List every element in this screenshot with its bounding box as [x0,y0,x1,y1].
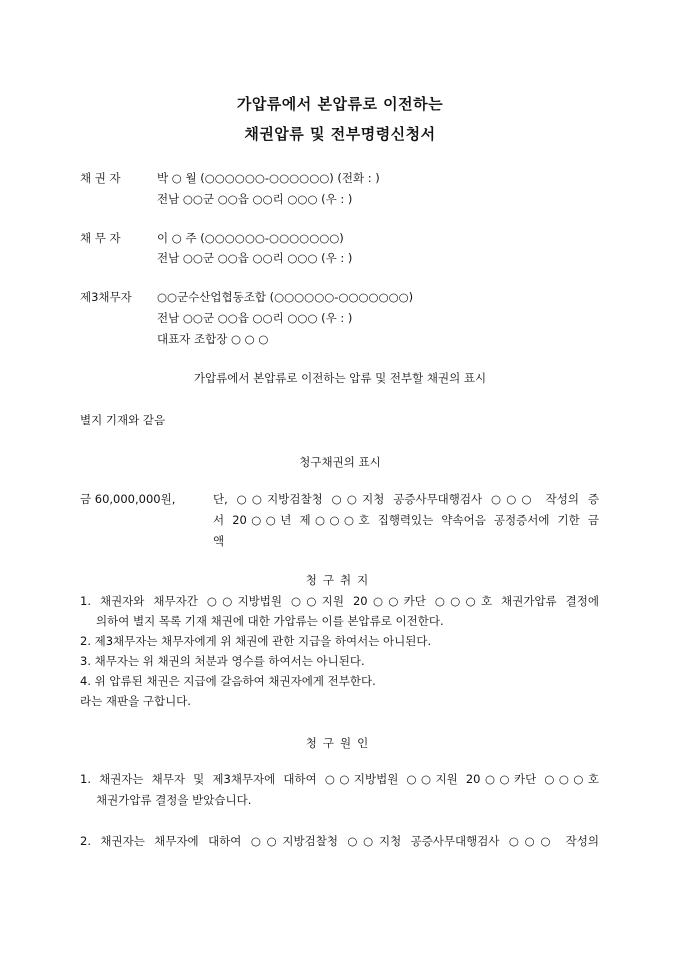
purpose-closing: 라는 재판을 구합니다. [80,694,191,708]
cause-heading: 청구원인 [305,736,375,750]
purpose-item-3: 3. 채무자는 위 채권의 처분과 영수를 하여서는 아니된다. [80,654,365,668]
claim-description-line2: 서 20○○년 제○○○호 집행력있는 약속어음 공정증서에 기한 금 [213,513,599,527]
third-debtor-address: 전남 ○○군 ○○읍 ○○리 ○○○ (우 : ) [157,311,353,325]
claim-description-line3: 액 [213,534,225,548]
third-debtor-name-line: ○○군수산업협동조합 (○○○○○○-○○○○○○○) [157,290,414,304]
third-debtor-label: 제3채무자 [80,290,132,304]
claim-description-line1: 단, ○○지방검찰청 ○○지청 공증사무대행검사 ○○○ 작성의 증 [213,492,599,506]
purpose-item-4: 4. 위 압류된 채권은 지급에 갈음하여 채권자에게 전부한다. [80,674,376,688]
cause-item-1-line2: 채권가압류 결정을 받았습니다. [96,793,252,807]
debtor-name-line: 이 ○ 주 (○○○○○○-○○○○○○○) [157,231,344,245]
seized-claim-body: 별지 기재와 같음 [80,413,166,427]
creditor-address: 전남 ○○군 ○○읍 ○○리 ○○○ (우 : ) [157,192,353,206]
cause-item-1-line1: 1. 채권자는 채무자 및 제3채무자에 대하여 ○○지방법원 ○○지원 20○○카단 ○○○호 [80,772,599,786]
creditor-name-line: 박 ○ 월 (○○○○○○-○○○○○○) (전화 : ) [157,171,380,185]
claim-heading: 청구채권의 표시 [299,455,381,469]
cause-item-2-line1: 2. 채권자는 채무자에 대하여 ○○지방검찰청 ○○지청 공증사무대행검사 ○○○ 작성의 [80,834,599,848]
third-debtor-representative: 대표자 조합장 ○ ○ ○ [157,332,269,346]
debtor-label: 채 무 자 [80,231,121,245]
seized-claim-heading: 가압류에서 본압류로 이전하는 압류 및 전부할 채권의 표시 [193,371,487,385]
debtor-address: 전남 ○○군 ○○읍 ○○리 ○○○ (우 : ) [157,251,353,265]
purpose-heading: 청구취지 [305,573,375,587]
purpose-item-1-line2: 의하여 별지 목록 기재 채권에 대한 가압류는 이를 본압류로 이전한다. [96,614,444,628]
document-title-line1: 가압류에서 본압류로 이전하는 [236,95,444,113]
claim-amount: 금 60,000,000원, [80,492,176,506]
purpose-item-1-line1: 1. 채권자와 채무자간 ○○지방법원 ○○지원 20○○카단 ○○○호 채권가압류 결정에 [80,594,599,608]
document-title-line2: 채권압류 및 전부명령신청서 [244,125,436,143]
creditor-label: 채 권 자 [80,171,121,185]
purpose-item-2: 2. 제3채무자는 채무자에게 위 채권에 관한 지급을 하여서는 아니된다. [80,634,432,648]
